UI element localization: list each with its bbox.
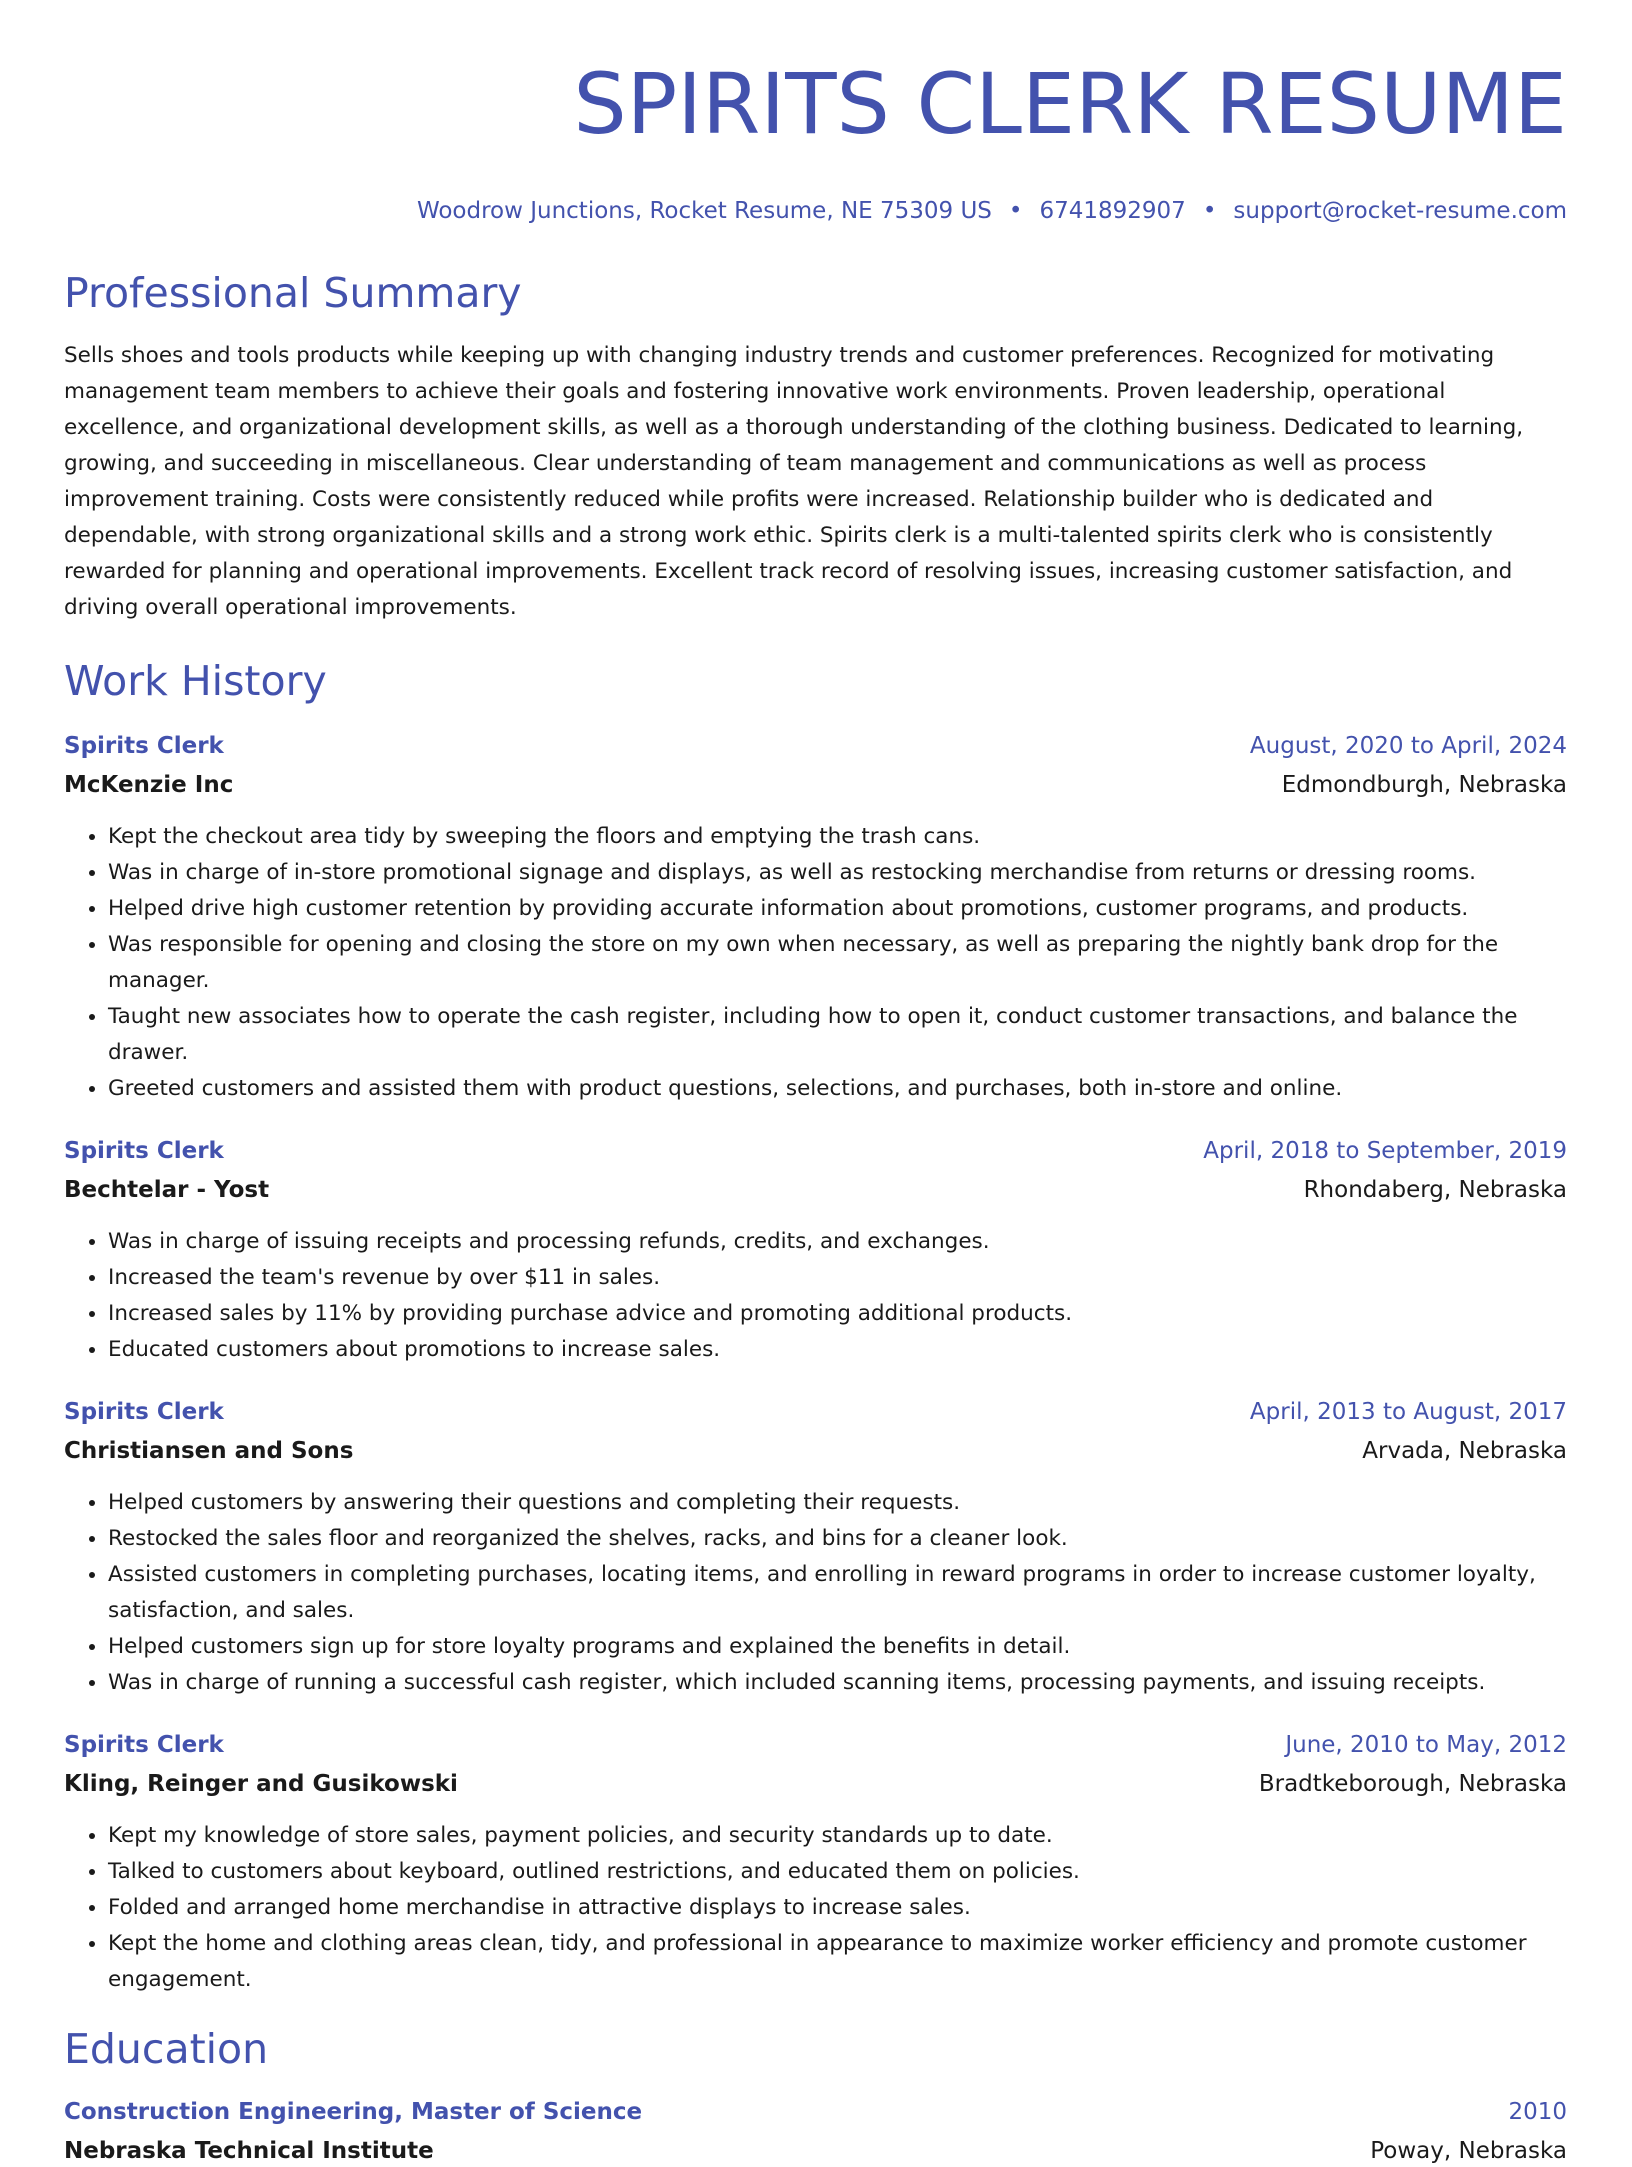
contact-address: Woodrow Junctions, Rocket Resume, NE 75309 US (416, 198, 992, 224)
contact-line (64, 196, 1567, 226)
education-location: Poway, Nebraska (1370, 2138, 1567, 2164)
job-employer: Christiansen and Sons (64, 1438, 354, 1464)
job-bullet: • Was in charge of issuing receipts and processing refunds, credits, and exchanges. (108, 1224, 1567, 1260)
job-bullets (64, 1485, 1567, 1701)
education-entry (64, 2096, 1567, 2167)
job-bullet: • Kept my knowledge of store sales, payment policies, and security standards up to date. (108, 1818, 1567, 1854)
job-bullet: • Greeted customers and assisted them with product questions, selections, and purchases, both in-store and online. (108, 1071, 1567, 1107)
job-location: Edmondburgh, Nebraska (1281, 772, 1567, 798)
resume-header (64, 0, 1567, 226)
job-employer: Kling, Reinger and Gusikowski (64, 1771, 458, 1797)
job-dates: June, 2010 to May, 2012 (1285, 1732, 1567, 1758)
education-year: 2010 (1508, 2099, 1567, 2125)
job-bullet: • Restocked the sales floor and reorganized the shelves, racks, and bins for a cleaner look. (108, 1521, 1567, 1557)
job-bullets (64, 1224, 1567, 1368)
job-entry (64, 1396, 1567, 1701)
job-bullet: • Kept the checkout area tidy by sweeping the floors and emptying the trash cans. (108, 819, 1567, 855)
contact-separator: • (1202, 198, 1217, 224)
job-bullets (64, 1818, 1567, 1998)
contact-phone: 6741892907 (1039, 198, 1186, 224)
job-bullet: • Helped customers sign up for store loyalty programs and explained the benefits in detail. (108, 1629, 1567, 1665)
contact-email[interactable]: support@rocket-resume.com (1233, 198, 1567, 224)
job-employer: Bechtelar - Yost (64, 1177, 270, 1203)
job-entry (64, 730, 1567, 1107)
job-title: Spirits Clerk (64, 733, 224, 759)
job-bullet: • Was in charge of running a successful cash register, which included scanning items, processing payments, and issuing receipts. (108, 1665, 1567, 1701)
job-dates: April, 2013 to August, 2017 (1249, 1399, 1567, 1425)
job-title: Spirits Clerk (64, 1732, 224, 1758)
job-title: Spirits Clerk (64, 1399, 224, 1425)
job-bullet: • Helped drive high customer retention by providing accurate information about promotions, customer programs, and products. (108, 891, 1567, 927)
job-location: Arvada, Nebraska (1362, 1438, 1567, 1464)
job-bullet: • Increased the team's revenue by over $11 in sales. (108, 1260, 1567, 1296)
job-entry (64, 1729, 1567, 1998)
job-bullet: • Educated customers about promotions to increase sales. (108, 1332, 1567, 1368)
education-heading: Education (64, 2025, 269, 2073)
job-bullet: • Assisted customers in completing purchases, locating items, and enrolling in reward programs in order to increase customer loyalty, satisfaction, and sales. (108, 1557, 1567, 1629)
job-bullet: • Folded and arranged home merchandise in attractive displays to increase sales. (108, 1890, 1567, 1926)
education-degree: Construction Engineering, Master of Science (64, 2099, 643, 2125)
job-location: Rhondaberg, Nebraska (1303, 1177, 1567, 1203)
job-location: Bradtkeborough, Nebraska (1258, 1771, 1567, 1797)
job-bullet: • Taught new associates how to operate the cash register, including how to open it, conduct customer transactions, and balance the drawer. (108, 999, 1567, 1071)
job-employer: McKenzie Inc (64, 772, 234, 798)
job-title: Spirits Clerk (64, 1138, 224, 1164)
job-bullets (64, 819, 1567, 1107)
job-bullet: • Was responsible for opening and closing the store on my own when necessary, as well as preparing the nightly bank drop for the manager. (108, 927, 1567, 999)
job-bullet: • Kept the home and clothing areas clean, tidy, and professional in appearance to maximize worker efficiency and promote customer engagement. (108, 1926, 1567, 1998)
job-bullet: • Talked to customers about keyboard, outlined restrictions, and educated them on policies. (108, 1854, 1567, 1890)
summary-heading: Professional Summary (64, 269, 522, 317)
resume-title: SPIRITS CLERK RESUME (573, 55, 1567, 153)
contact-separator: • (1008, 198, 1023, 224)
education-school: Nebraska Technical Institute (64, 2138, 434, 2164)
job-dates: August, 2020 to April, 2024 (1249, 733, 1567, 759)
job-bullet: • Helped customers by answering their questions and completing their requests. (108, 1485, 1567, 1521)
summary-text: Sells shoes and tools products while keeping up with changing industry trends and customer preferences. Recognized for motivating management team members to achieve their goals and fostering innovative work environments. Proven leadership, operational excellence, and organizational development skills, as well as a thorough understanding of the clothing business. Dedicated to learning, growing, and succeeding in miscellaneous. Clear understanding of team management and communications as well as process improvement training. Costs were consistently reduced while profits were increased. Relationship builder who is dedicated and dependable, with strong organizational skills and a strong work ethic. Spirits clerk is a multi-talented spirits clerk who is consistently rewarded for planning and operational improvements. Excellent track record of resolving issues, increasing customer satisfaction, and driving overall operational improvements. (64, 343, 1524, 620)
work-history-heading: Work History (64, 657, 327, 705)
job-dates: April, 2018 to September, 2019 (1203, 1138, 1567, 1164)
job-bullet: • Was in charge of in-store promotional signage and displays, as well as restocking merchandise from returns or dressing rooms. (108, 855, 1567, 891)
job-entry (64, 1135, 1567, 1368)
job-bullet: • Increased sales by 11% by providing purchase advice and promoting additional products. (108, 1296, 1567, 1332)
